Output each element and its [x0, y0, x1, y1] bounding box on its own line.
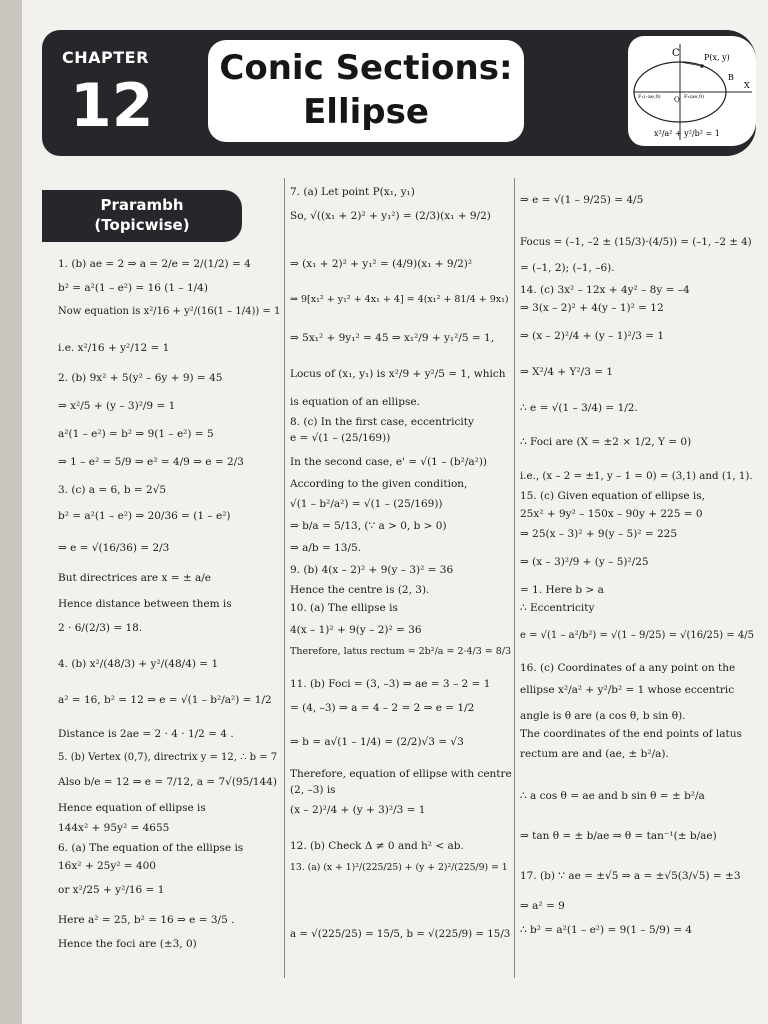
solution-line: The coordinates of the end points of latus	[520, 728, 742, 740]
solution-line: 4. (b) x²/(48/3) + y²/(48/4) = 1	[58, 658, 219, 670]
solution-line: Here a² = 25, b² = 16 ⇒ e = 3/5 .	[58, 914, 235, 926]
solution-line: Focus = (–1, –2 ± (15/3)·(4/5)) = (–1, –2 ± 4)	[520, 236, 752, 248]
solution-line: Hence distance between them is	[58, 598, 232, 610]
solution-line: b² = a²(1 – e²) ⇒ 20/36 = (1 – e²)	[58, 510, 231, 522]
section-tag	[42, 190, 242, 242]
column-divider	[284, 178, 285, 978]
solution-line: 17. (b) ∵ ae = ±√5 ⇒ a = ±√5(3/√5) = ±3	[520, 870, 741, 882]
solution-line: So, √((x₁ + 2)² + y₁²) = (2/3)(x₁ + 9/2)	[290, 210, 491, 222]
solution-line: rectum are and (ae, ± b²/a).	[520, 748, 669, 760]
solution-line: 3. (c) a = 6, b = 2√5	[58, 484, 167, 496]
solution-line: angle is θ are (a cos θ, b sin θ).	[520, 710, 686, 722]
solution-line: ⇒ x²/5 + (y – 3)²/9 = 1	[58, 400, 176, 412]
label-o: O	[674, 96, 680, 104]
section-tag-line2: (Topicwise)	[94, 216, 190, 234]
solution-line: ⇒ e = √(16/36) = 2/3	[58, 542, 170, 554]
solution-line: ∴ Foci are (X = ±2 × 1/2, Y = 0)	[520, 436, 692, 448]
label-f1: F₁(–ae,0)	[638, 94, 661, 100]
label-c: C	[672, 48, 680, 59]
solution-line: 13. (a) (x + 1)²/(225/25) + (y + 2)²/(225/9) = 1	[290, 862, 508, 873]
solution-line: b² = a²(1 – e²) = 16 (1 – 1/4)	[58, 282, 208, 294]
solution-line: a²(1 – e²) = b² ⇒ 9(1 – e²) = 5	[58, 428, 214, 440]
chapter-title-line2: Ellipse	[303, 92, 429, 132]
solution-line: 9. (b) 4(x – 2)² + 9(y – 3)² = 36	[290, 564, 454, 576]
solution-line: is equation of an ellipse.	[290, 396, 420, 408]
solution-line: 10. (a) The ellipse is	[290, 602, 398, 614]
solution-line: i.e. x²/16 + y²/12 = 1	[58, 342, 170, 354]
solution-line: i.e., (x – 2 = ±1, y – 1 = 0) = (3,1) and (1, 1).	[520, 470, 753, 482]
solution-line: 25x² + 9y² – 150x – 90y + 225 = 0	[520, 508, 703, 520]
solution-line: ⇒ b = a√(1 – 1/4) = (2/2)√3 = √3	[290, 736, 464, 748]
solution-line: Hence the foci are (±3, 0)	[58, 938, 197, 950]
solution-line: ⇒ a² = 9	[520, 900, 565, 912]
solution-line: 16. (c) Coordinates of a any point on the	[520, 662, 736, 674]
solution-line: Therefore, latus rectum = 2b²/a = 2·4/3 = 8/3	[290, 646, 512, 657]
solution-line: ⇒ 1 – e² = 5/9 ⇒ e² = 4/9 ⇒ e = 2/3	[58, 456, 244, 468]
solution-line: ⇒ 3(x – 2)² + 4(y – 1)² = 12	[520, 302, 664, 314]
solution-line: 1. (b) ae = 2 ⇒ a = 2/e = 2/(1/2) = 4	[58, 258, 251, 270]
solution-line: 14. (c) 3x² – 12x + 4y² – 8y = –4	[520, 284, 690, 296]
solution-line: ⇒ b/a = 5/13, (∵ a > 0, b > 0)	[290, 520, 447, 532]
solution-line: a = √(225/25) = 15/5, b = √(225/9) = 15/3	[290, 928, 511, 940]
label-b: B	[728, 73, 734, 82]
solution-line: ⇒ (x – 3)²/9 + (y – 5)²/25	[520, 556, 649, 568]
solution-line: ∴ Eccentricity	[520, 602, 595, 614]
solution-line: 2. (b) 9x² + 5(y² – 6y + 9) = 45	[58, 372, 223, 384]
solution-line: 12. (b) Check Δ ≠ 0 and h² < ab.	[290, 840, 464, 852]
solution-line: 6. (a) The equation of the ellipse is	[58, 842, 244, 854]
solution-line: ⇒ e = √(1 – 9/25) = 4/5	[520, 194, 644, 206]
solution-line: In the second case, e' = √(1 – (b²/a²))	[290, 456, 488, 468]
ellipse-diagram	[628, 36, 756, 146]
solution-line: 8. (c) In the first case, eccentricity	[290, 416, 474, 428]
solution-line: According to the given condition,	[290, 478, 468, 490]
solution-line: But directrices are x = ± a/e	[58, 572, 212, 584]
ellipse-equation: x²/a² + y²/b² = 1	[654, 129, 720, 138]
solution-line: = (4, –3) ⇒ a = 4 – 2 = 2 ⇒ e = 1/2	[290, 702, 475, 714]
solution-line: (2, –3) is	[290, 784, 336, 796]
solution-line: 4(x – 1)² + 9(y – 2)² = 36	[290, 624, 422, 636]
label-p: P(x, y)	[704, 53, 730, 62]
solution-line: ⇒ tan θ = ± b/ae ⇒ θ = tan⁻¹(± b/ae)	[520, 830, 717, 842]
label-f2: F₂(ae,0)	[684, 94, 705, 100]
section-tag-line1: Prarambh	[100, 196, 184, 214]
chapter-word: CHAPTER	[62, 48, 149, 67]
chapter-title-card	[208, 40, 524, 142]
solution-line: ∴ a cos θ = ae and b sin θ = ± b²/a	[520, 790, 705, 802]
solution-line: 7. (a) Let point P(x₁, y₁)	[290, 186, 415, 198]
solution-line: Now equation is x²/16 + y²/(16(1 – 1/4)) = 1	[58, 306, 281, 317]
solution-line: e = √(1 – a²/b²) = √(1 – 9/25) = √(16/25) = 4/5	[520, 630, 754, 641]
solution-line: (x – 2)²/4 + (y + 3)²/3 = 1	[290, 804, 426, 816]
solution-line: Distance is 2ae = 2 · 4 · 1/2 = 4 .	[58, 728, 234, 740]
solution-line: ⇒ X²/4 + Y²/3 = 1	[520, 366, 614, 378]
solution-line: ⇒ a/b = 13/5.	[290, 542, 362, 554]
solution-line: Also b/e = 12 ⇒ e = 7/12, a = 7√(95/144)	[58, 776, 277, 788]
solution-line: 16x² + 25y² = 400	[58, 860, 156, 872]
solution-line: ⇒ (x₁ + 2)² + y₁² = (4/9)(x₁ + 9/2)²	[290, 258, 473, 270]
column-divider	[514, 178, 515, 978]
ellipse-diagram-card	[628, 36, 756, 146]
solution-line: Hence the centre is (2, 3).	[290, 584, 430, 596]
solution-line: 2 · 6/(2/3) = 18.	[58, 622, 143, 634]
solution-line: e = √(1 – (25/169))	[290, 432, 391, 444]
chapter-title-line1: Conic Sections:	[219, 48, 513, 88]
solution-line: or x²/25 + y²/16 = 1	[58, 884, 165, 896]
solution-line: ∴ b² = a²(1 – e²) = 9(1 – 5/9) = 4	[520, 924, 693, 936]
label-x: X	[744, 81, 750, 90]
solution-line: = (–1, 2); (–1, –6).	[520, 262, 615, 274]
solution-line: Therefore, equation of ellipse with centre	[290, 768, 512, 780]
solution-line: 144x² + 95y² = 4655	[58, 822, 170, 834]
solution-line: 11. (b) Foci = (3, –3) ⇒ ae = 3 – 2 = 1	[290, 678, 491, 690]
solution-line: 15. (c) Given equation of ellipse is,	[520, 490, 705, 502]
solution-line: 5. (b) Vertex (0,7), directrix y = 12, ∴ b = 7	[58, 752, 278, 763]
solution-line: Hence equation of ellipse is	[58, 802, 206, 814]
solution-line: Locus of (x₁, y₁) is x²/9 + y²/5 = 1, which	[290, 368, 506, 380]
chapter-number: 12	[70, 71, 154, 141]
solution-line: ⇒ 25(x – 3)² + 9(y – 5)² = 225	[520, 528, 678, 540]
chapter-label	[56, 44, 160, 144]
solution-line: ⇒ 9[x₁² + y₁² + 4x₁ + 4] = 4(x₁² + 81/4 + 9x₁)	[290, 294, 509, 305]
solution-line: ∴ e = √(1 – 3/4) = 1/2.	[520, 402, 638, 414]
solution-line: a² = 16, b² = 12 ⇒ e = √(1 – b²/a²) = 1/2	[58, 694, 272, 706]
solution-line: ellipse x²/a² + y²/b² = 1 whose eccentric	[520, 684, 735, 696]
solution-line: ⇒ 5x₁² + 9y₁² = 45 ⇒ x₁²/9 + y₁²/5 = 1,	[290, 332, 495, 344]
solution-line: = 1. Here b > a	[520, 584, 604, 596]
solution-line: √(1 – b²/a²) = √(1 – (25/169))	[290, 498, 443, 510]
solution-line: ⇒ (x – 2)²/4 + (y – 1)²/3 = 1	[520, 330, 665, 342]
